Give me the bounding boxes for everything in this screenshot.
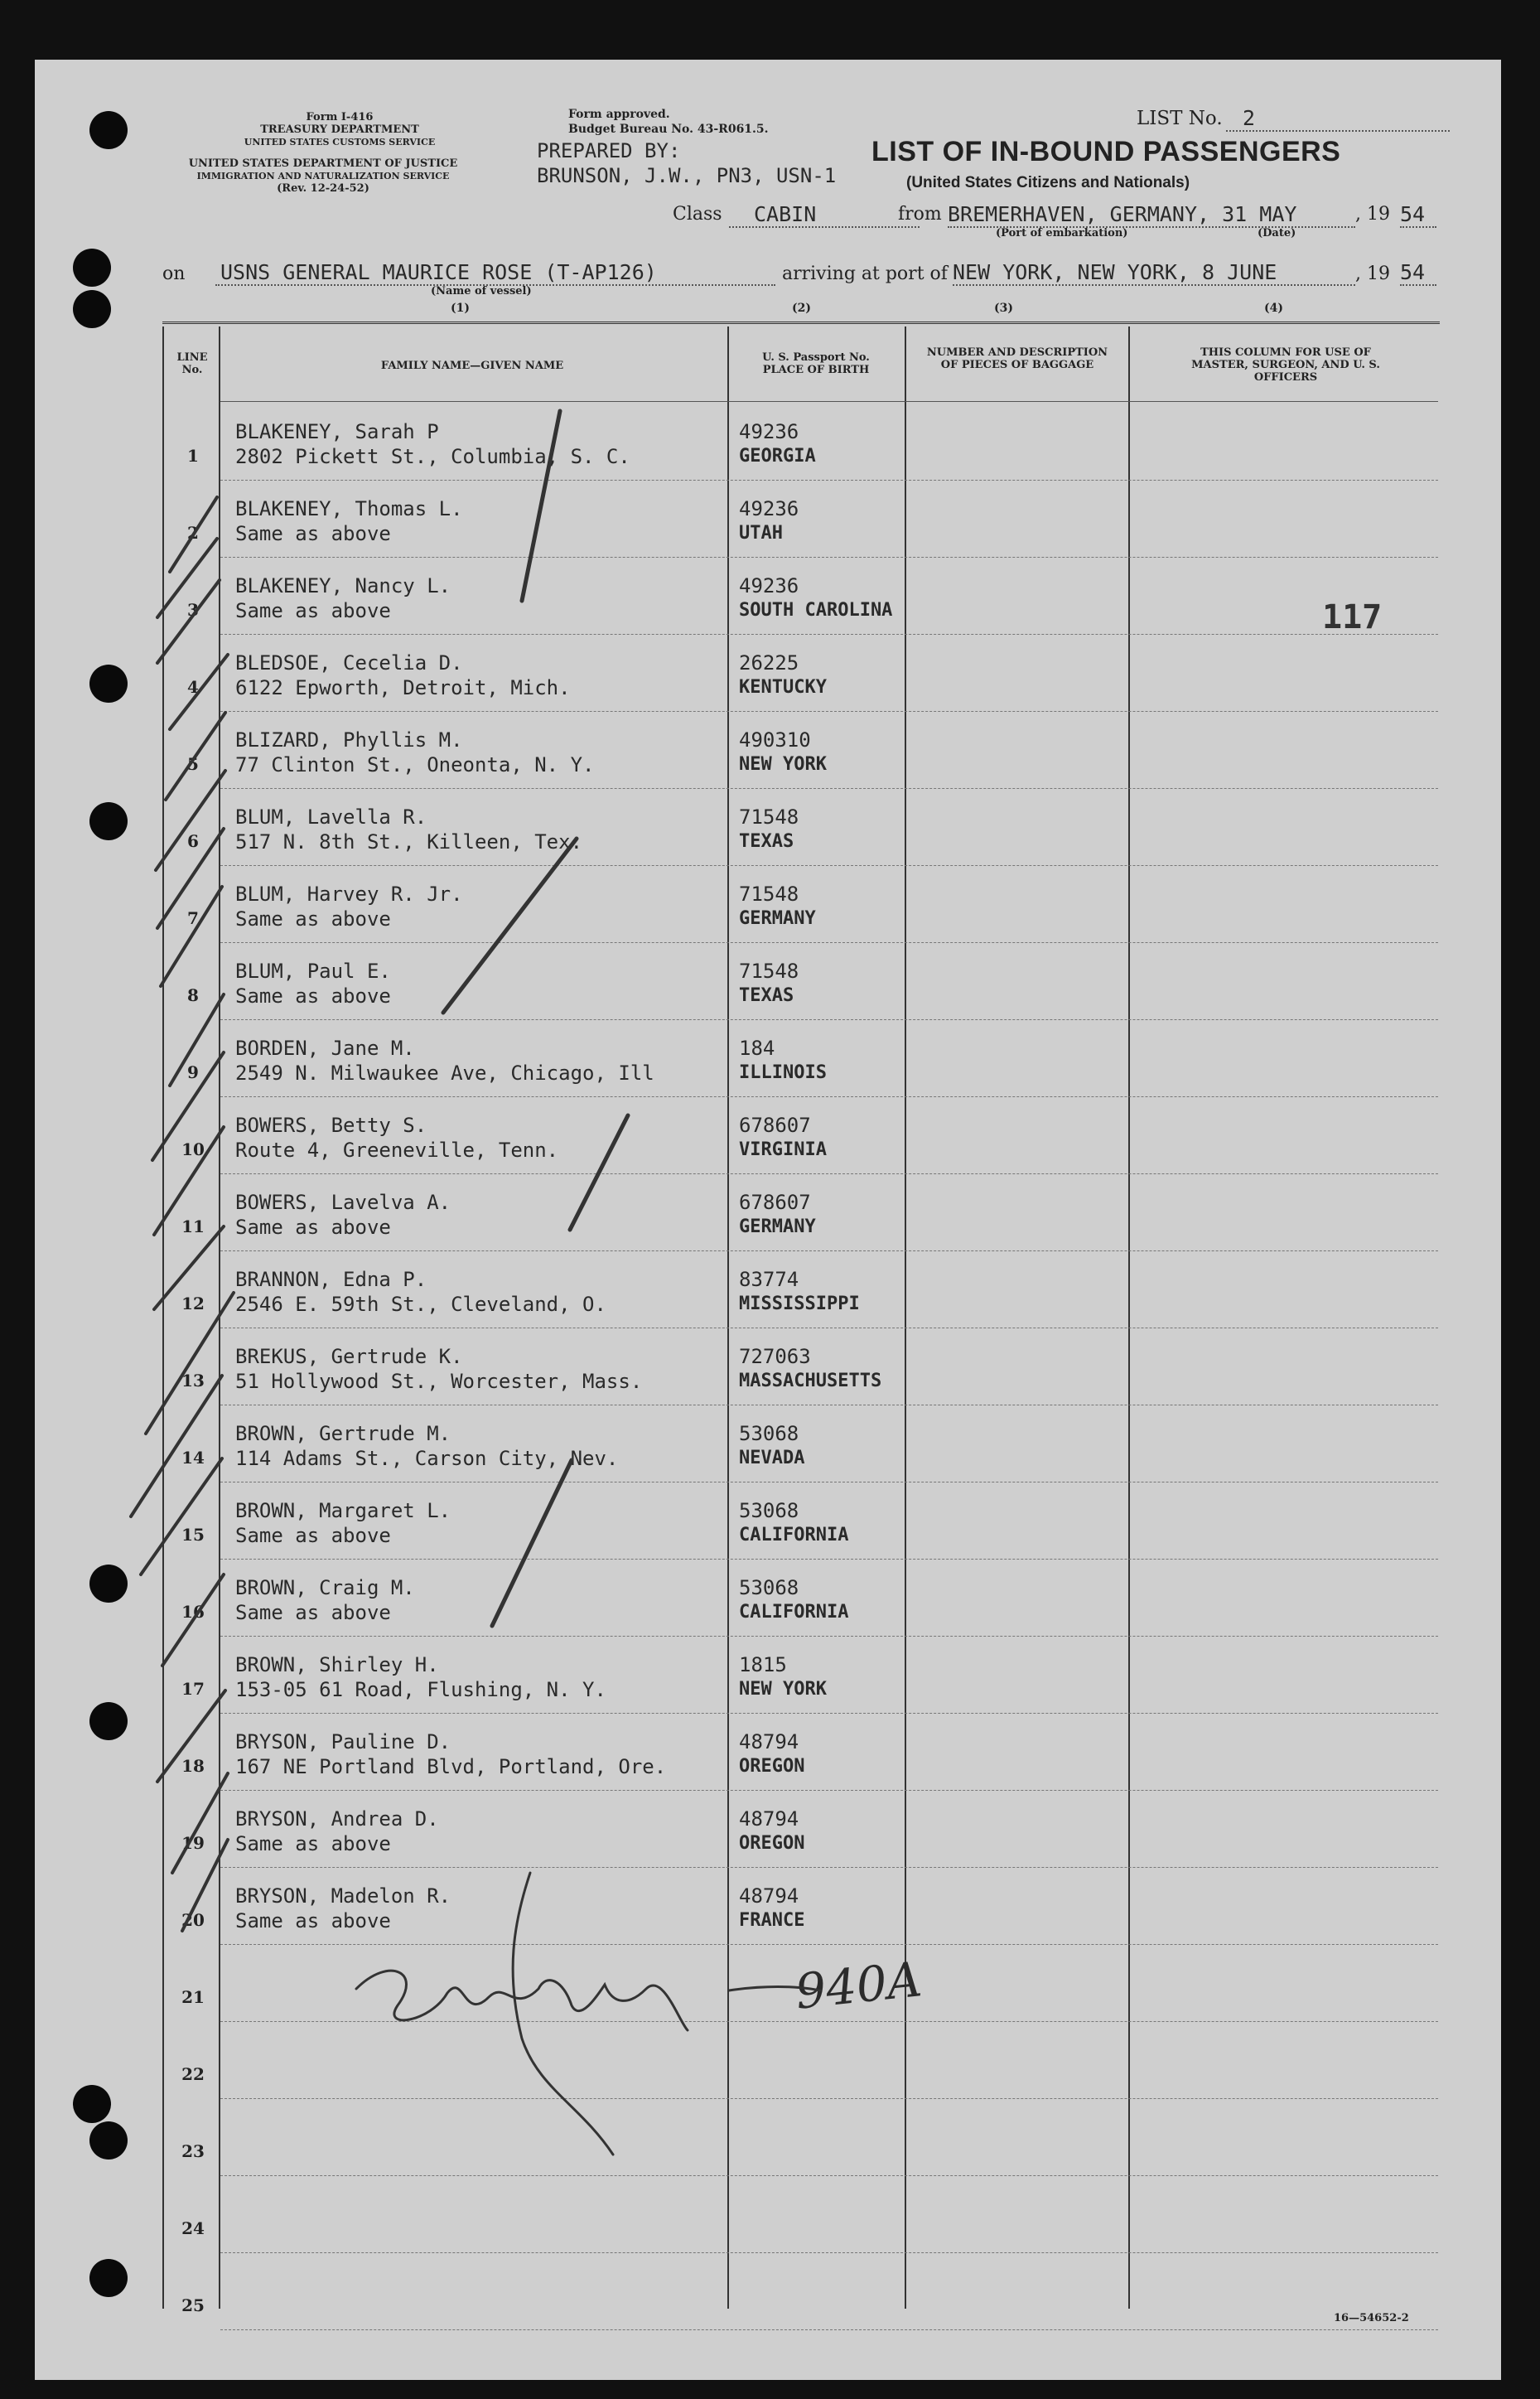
col-num-3: (3)	[994, 302, 1013, 315]
line-number: 1	[187, 446, 199, 466]
row-divider	[220, 557, 1438, 558]
passenger-name: BLAKENEY, Thomas L.	[235, 497, 463, 520]
row-divider	[220, 942, 1438, 943]
line-number: 12	[181, 1294, 205, 1313]
binder-hole	[73, 290, 111, 328]
from-label: from	[898, 204, 942, 225]
passport-number: 48794	[739, 1884, 799, 1908]
passenger-address: Same as above	[235, 984, 391, 1008]
passenger-name: BLIZARD, Phyllis M.	[235, 728, 463, 752]
class-label: Class	[673, 204, 722, 225]
place-of-birth: ILLINOIS	[739, 1062, 827, 1083]
passenger-address: Same as above	[235, 1216, 391, 1239]
form-title: LIST OF IN-BOUND PASSENGERS	[871, 136, 1341, 167]
binder-hole	[89, 2121, 128, 2160]
passport-number: 53068	[739, 1422, 799, 1445]
row-divider	[220, 1944, 1438, 1945]
place-of-birth: OREGON	[739, 1833, 805, 1854]
form-approved: Form approved.	[568, 108, 670, 121]
passenger-address: Same as above	[235, 1601, 391, 1624]
from-year-prefix: , 19	[1355, 204, 1390, 225]
passport-number: 83774	[739, 1268, 799, 1291]
binder-hole	[89, 111, 128, 149]
passenger-name: BLAKENEY, Nancy L.	[235, 574, 451, 597]
from-value: BREMERHAVEN, GERMANY, 31 MAY	[948, 202, 1355, 228]
passenger-name: BREKUS, Gertrude K.	[235, 1345, 463, 1368]
row-divider	[220, 2329, 1438, 2330]
col-rule-baggage	[1128, 326, 1130, 2309]
passenger-address: Same as above	[235, 522, 391, 545]
passport-number: 184	[739, 1037, 775, 1060]
doj-title: UNITED STATES DEPARTMENT OF JUSTICE	[188, 157, 458, 170]
row-divider	[220, 1867, 1438, 1868]
passport-number: 48794	[739, 1807, 799, 1831]
passenger-name: BROWN, Shirley H.	[235, 1653, 439, 1676]
line-number: 13	[181, 1371, 205, 1391]
customs-service: UNITED STATES CUSTOMS SERVICE	[244, 137, 436, 148]
col-rule-line	[219, 326, 220, 2309]
line-number: 17	[181, 1679, 205, 1699]
list-no-value: 2	[1226, 106, 1450, 132]
passenger-address: 153-05 61 Road, Flushing, N. Y.	[235, 1678, 606, 1701]
place-of-birth: TEXAS	[739, 831, 794, 852]
col-rule-passport	[905, 326, 906, 2309]
passport-number: 727063	[739, 1345, 811, 1368]
passenger-name: BROWN, Craig M.	[235, 1576, 415, 1599]
form-dept-block	[207, 111, 472, 148]
passenger-name: BLUM, Lavella R.	[235, 805, 427, 829]
from-year: 54	[1400, 202, 1436, 228]
row-divider	[220, 1019, 1438, 1020]
place-of-birth: GEORGIA	[739, 446, 816, 467]
passenger-address: Same as above	[235, 1524, 391, 1547]
passenger-address: 77 Clinton St., Oneonta, N. Y.	[235, 753, 595, 776]
passport-number: 26225	[739, 651, 799, 675]
line-number: 25	[181, 2295, 205, 2315]
passport-number: 1815	[739, 1653, 787, 1676]
passport-number: 53068	[739, 1576, 799, 1599]
arr-year: 54	[1400, 260, 1436, 286]
row-divider	[220, 1096, 1438, 1097]
passenger-address: Same as above	[235, 1909, 391, 1932]
row-divider	[220, 1636, 1438, 1637]
passenger-name: BRYSON, Andrea D.	[235, 1807, 439, 1831]
line-number: 4	[187, 677, 199, 697]
line-number: 20	[181, 1910, 205, 1930]
row-divider	[220, 480, 1438, 481]
passenger-name: BRYSON, Pauline D.	[235, 1730, 451, 1753]
form-revision: (Rev. 12-24-52)	[277, 182, 369, 195]
passenger-address: 2802 Pickett St., Columbia, S. C.	[235, 445, 630, 468]
line-number: 5	[187, 754, 199, 774]
form-number: Form I-416	[306, 111, 374, 123]
passenger-address: 167 NE Portland Blvd, Portland, Ore.	[235, 1755, 667, 1778]
line-number: 3	[187, 600, 199, 620]
line-number: 16	[181, 1602, 205, 1622]
passenger-address: Same as above	[235, 907, 391, 931]
passenger-address: Same as above	[235, 1832, 391, 1855]
binder-hole	[73, 2085, 111, 2123]
form-subtitle: (United States Citizens and Nationals)	[906, 174, 1190, 191]
binder-hole	[89, 2259, 128, 2297]
class-value: CABIN	[729, 202, 920, 228]
count-mark: 117	[1322, 598, 1383, 636]
port-caption: (Port of embarkation)	[996, 227, 1128, 239]
line-number: 9	[187, 1062, 199, 1082]
passport-number: 678607	[739, 1191, 811, 1214]
place-of-birth: MASSACHUSETTS	[739, 1371, 882, 1391]
place-of-birth: TEXAS	[739, 985, 794, 1006]
line-number: 18	[181, 1756, 205, 1776]
passport-number: 490310	[739, 728, 811, 752]
vessel-caption: (Name of vessel)	[431, 285, 532, 297]
passenger-address: Route 4, Greeneville, Tenn.	[235, 1139, 559, 1162]
prepared-by-value: BRUNSON, J.W., PN3, USN-1	[537, 164, 837, 187]
place-of-birth: NEW YORK	[739, 754, 827, 775]
binder-hole	[89, 1565, 128, 1603]
row-divider	[220, 2098, 1438, 2099]
passport-number: 71548	[739, 960, 799, 983]
ins-title: IMMIGRATION AND NATURALIZATION SERVICE	[196, 171, 450, 181]
header-bottom-rule	[220, 401, 1438, 402]
date-caption: (Date)	[1258, 227, 1296, 239]
passenger-address: Same as above	[235, 599, 391, 622]
row-divider	[220, 2252, 1438, 2253]
binder-hole	[89, 802, 128, 840]
header-passport: U. S. Passport No. PLACE OF BIRTH	[762, 351, 870, 376]
treasury-dept: TREASURY DEPARTMENT	[260, 123, 419, 136]
line-number: 6	[187, 831, 199, 851]
passenger-name: BLAKENEY, Sarah P	[235, 420, 439, 443]
place-of-birth: UTAH	[739, 523, 783, 544]
passenger-name: BORDEN, Jane M.	[235, 1037, 415, 1060]
doj-block	[149, 157, 497, 195]
budget-bureau: Budget Bureau No. 43-R061.5.	[568, 123, 769, 136]
col-num-2: (2)	[792, 302, 811, 315]
handwritten-code: 940A	[792, 1951, 924, 2020]
col-rule-name	[727, 326, 729, 2309]
passenger-address: 51 Hollywood St., Worcester, Mass.	[235, 1370, 643, 1393]
row-divider	[220, 1790, 1438, 1791]
place-of-birth: SOUTH CAROLINA	[739, 600, 893, 621]
col-num-4: (4)	[1264, 302, 1283, 315]
passenger-name: BROWN, Margaret L.	[235, 1499, 451, 1522]
passenger-address: 2546 E. 59th St., Cleveland, O.	[235, 1293, 606, 1316]
row-divider	[220, 865, 1438, 866]
passenger-address: 6122 Epworth, Detroit, Mich.	[235, 676, 571, 699]
passenger-address: 114 Adams St., Carson City, Nev.	[235, 1447, 619, 1470]
line-number: 22	[181, 2064, 205, 2084]
passenger-name: BRANNON, Edna P.	[235, 1268, 427, 1291]
header-officers: THIS COLUMN FOR USE OF MASTER, SURGEON, AND U. S. OFFICERS	[1191, 346, 1380, 384]
passenger-name: BLUM, Paul E.	[235, 960, 391, 983]
passport-number: 53068	[739, 1499, 799, 1522]
line-number: 24	[181, 2218, 205, 2238]
line-number: 11	[181, 1216, 205, 1236]
place-of-birth: OREGON	[739, 1756, 805, 1777]
place-of-birth: CALIFORNIA	[739, 1602, 849, 1623]
passport-number: 49236	[739, 420, 799, 443]
place-of-birth: KENTUCKY	[739, 677, 827, 698]
place-of-birth: VIRGINIA	[739, 1139, 827, 1160]
line-number: 14	[181, 1448, 205, 1468]
line-number: 21	[181, 1987, 205, 2007]
header-line-no: LINE No.	[176, 351, 208, 376]
line-number: 7	[187, 908, 199, 928]
binder-hole	[89, 1702, 128, 1740]
col-num-1: (1)	[451, 302, 470, 315]
on-label: on	[162, 264, 186, 284]
footer-code: 16—54652-2	[1334, 2312, 1409, 2324]
table-top-rule	[162, 322, 1440, 324]
place-of-birth: NEVADA	[739, 1448, 805, 1468]
row-divider	[220, 634, 1438, 635]
passenger-address: 2549 N. Milwaukee Ave, Chicago, Ill	[235, 1062, 654, 1085]
place-of-birth: GERMANY	[739, 1216, 816, 1237]
row-divider	[220, 2175, 1438, 2176]
passport-number: 49236	[739, 497, 799, 520]
place-of-birth: NEW YORK	[739, 1679, 827, 1700]
passport-number: 71548	[739, 805, 799, 829]
vessel-name: USNS GENERAL MAURICE ROSE (T-AP126)	[215, 260, 775, 286]
arriving-label: arriving at port of	[782, 264, 948, 284]
binder-hole	[89, 665, 128, 703]
row-divider	[220, 1713, 1438, 1714]
passport-number: 678607	[739, 1114, 811, 1137]
table-left-rule	[162, 326, 164, 2309]
list-no-label: LIST No.	[1137, 108, 1223, 129]
passenger-name: BROWN, Gertrude M.	[235, 1422, 451, 1445]
row-divider	[220, 711, 1438, 712]
row-divider	[220, 1559, 1438, 1560]
passport-number: 49236	[739, 574, 799, 597]
passport-number: 48794	[739, 1730, 799, 1753]
prepared-by-label: PREPARED BY:	[537, 139, 681, 162]
line-number: 8	[187, 985, 199, 1005]
line-number: 15	[181, 1525, 205, 1545]
passenger-name: BOWERS, Lavelva A.	[235, 1191, 451, 1214]
row-divider	[220, 2021, 1438, 2022]
row-divider	[220, 788, 1438, 789]
passenger-name: BLUM, Harvey R. Jr.	[235, 883, 463, 906]
row-divider	[220, 1250, 1438, 1251]
line-number: 2	[187, 523, 199, 543]
line-number: 23	[181, 2141, 205, 2161]
passport-number: 71548	[739, 883, 799, 906]
place-of-birth: CALIFORNIA	[739, 1525, 849, 1545]
place-of-birth: FRANCE	[739, 1910, 805, 1931]
arr-year-prefix: , 19	[1355, 264, 1390, 284]
place-of-birth: GERMANY	[739, 908, 816, 929]
passenger-name: BLEDSOE, Cecelia D.	[235, 651, 463, 675]
header-family-name: FAMILY NAME—GIVEN NAME	[380, 360, 564, 372]
binder-hole	[73, 249, 111, 287]
line-number: 10	[181, 1139, 205, 1159]
line-number: 19	[181, 1833, 205, 1853]
passenger-name: BRYSON, Madelon R.	[235, 1884, 451, 1908]
passenger-name: BOWERS, Betty S.	[235, 1114, 427, 1137]
passenger-address: 517 N. 8th St., Killeen, Tex.	[235, 830, 583, 854]
row-divider	[220, 1173, 1438, 1174]
header-baggage: NUMBER AND DESCRIPTION OF PIECES OF BAGGAGE	[926, 346, 1108, 371]
arriving-value: NEW YORK, NEW YORK, 8 JUNE	[953, 260, 1355, 286]
place-of-birth: MISSISSIPPI	[739, 1294, 860, 1314]
